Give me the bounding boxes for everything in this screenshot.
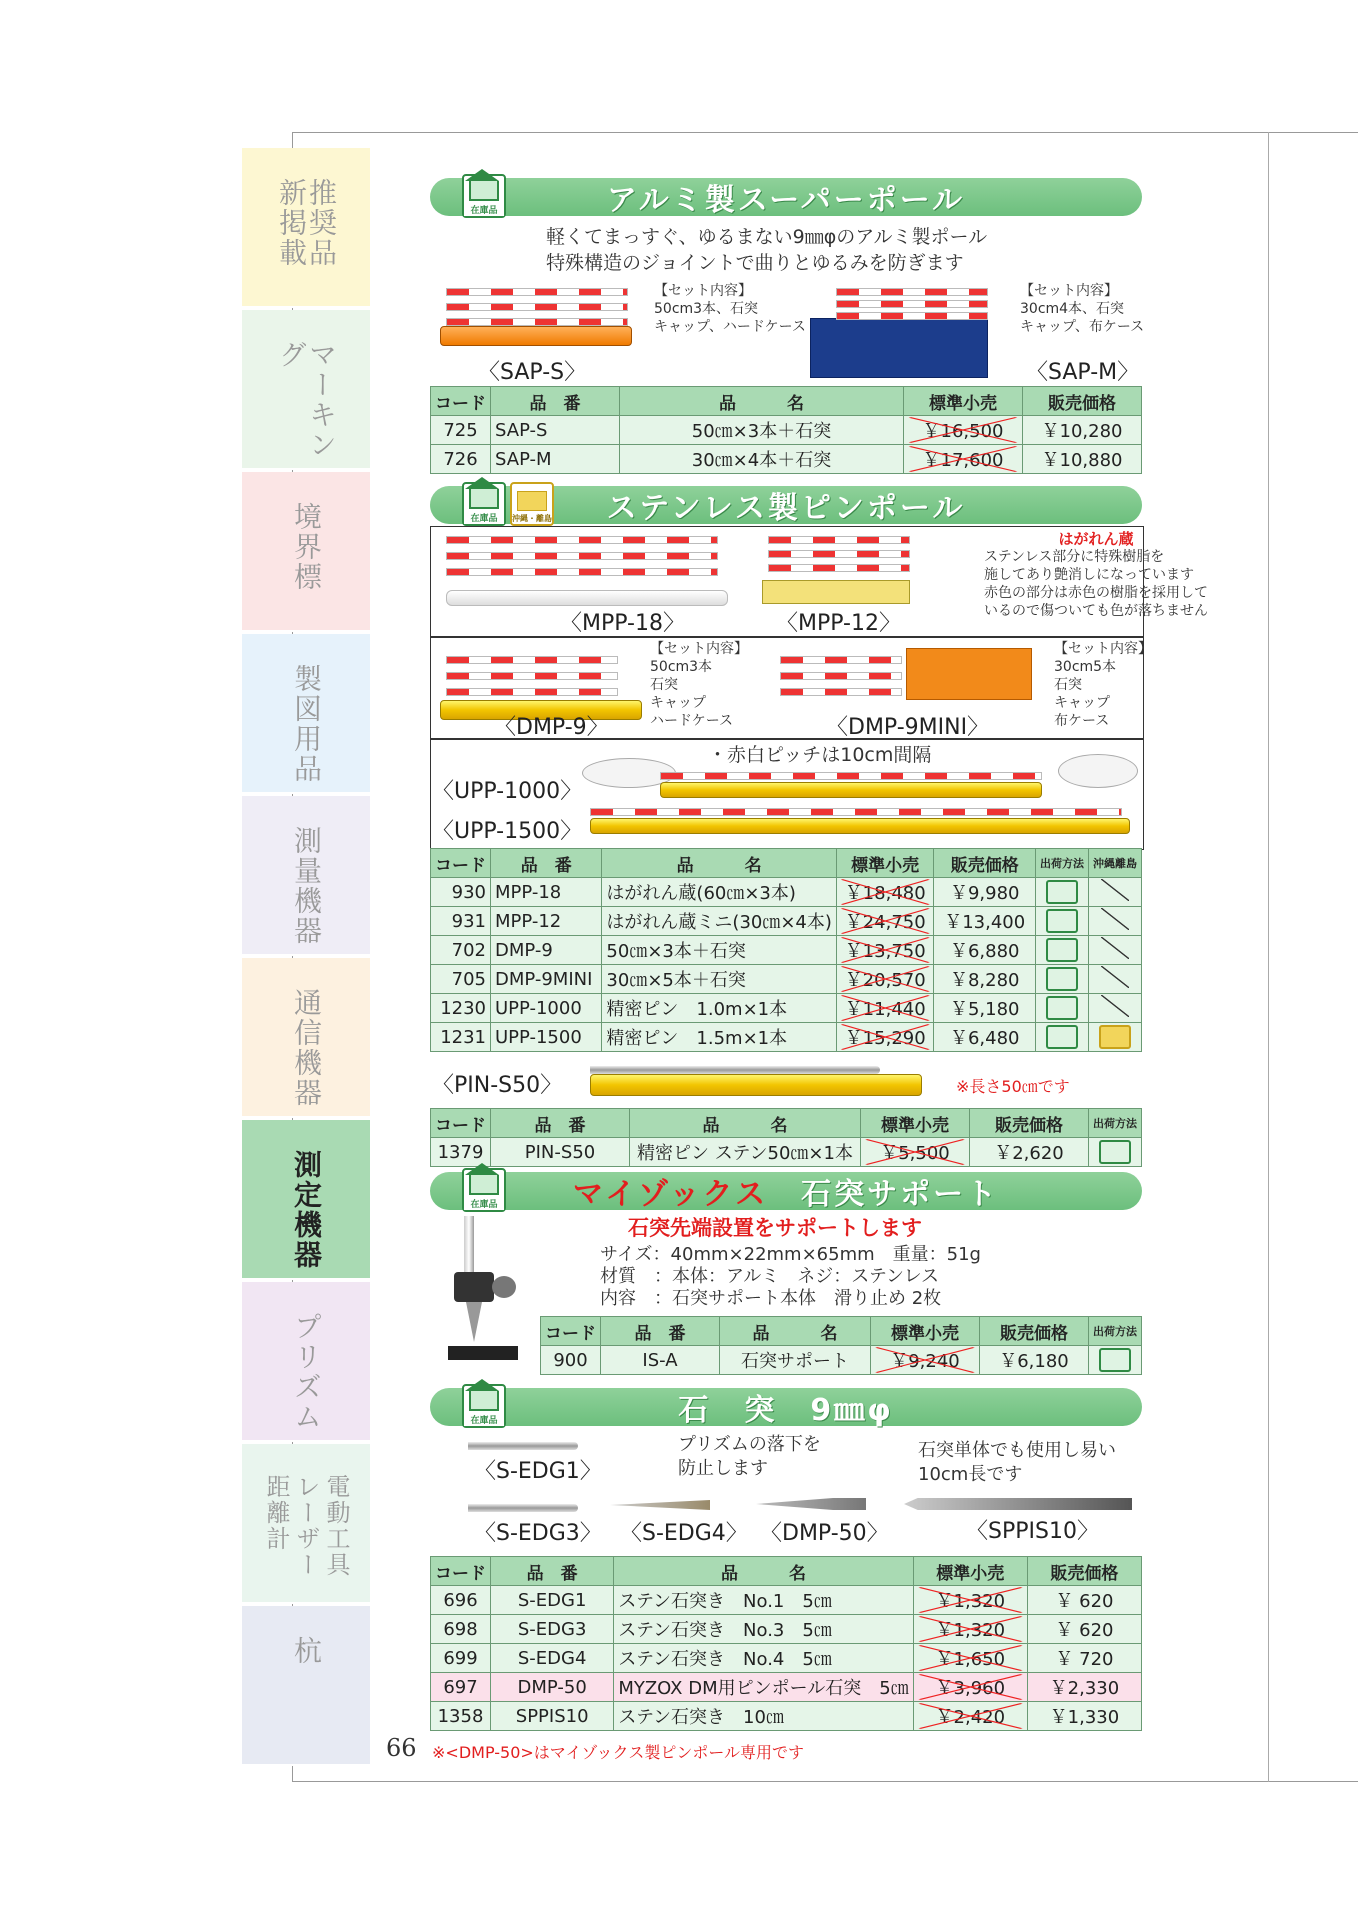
pole-image [836,288,988,296]
tab-recommended-new[interactable] [242,148,370,308]
pole-image [446,318,628,326]
section-title: アルミ製スーパーポール [606,183,966,218]
not-available-icon [1101,937,1129,959]
house-icon [469,1175,499,1195]
hard-case-image [590,1074,922,1096]
cloth-case-image [810,318,988,378]
tab-boundary[interactable] [242,472,370,632]
shipping-icon [1099,1348,1131,1372]
tab-label: 測定機器 [290,1150,323,1270]
table-row: 931 MPP-12 はがれん蔵ミニ(30㎝×4本) ￥24,750 ￥13,400 [431,907,1142,936]
model-label: 〈DMP-9〉 [494,715,609,740]
pitch-note: ・赤白ピッチは10cm間隔 [708,744,932,766]
section-banner-tip [430,1388,1142,1426]
tip-image [610,1500,710,1510]
clear-case-image [446,590,728,606]
tab-label: 製図用品 [290,664,323,784]
okinawa-shipping-icon [1099,1025,1131,1049]
in-stock-badge: 在庫品 [462,1384,506,1428]
house-icon [469,489,499,509]
hard-case-image [660,782,1042,798]
model-label: 〈SPPIS10〉 [966,1519,1099,1544]
table-row: 725 SAP-S 50㎝×3本＋石突 ￥16,500 ￥10,280 [431,416,1142,445]
pin-image [590,1066,880,1074]
tab-label: 通信機器 [290,988,323,1108]
desc-line: 軽くてまっすぐ、ゆるまない9㎜φのアルミ製ポール [546,226,988,248]
price-table-tip: コード 品 番 品 名 標準小売 販売価格 696 S-EDG1 ステン石突き No.1 5㎝ ￥1,320 ￥ 620 698 S-EDG3 ステン石突き No.3 5㎝ ￥1,320 ￥ 620 699 S-EDG4 ステン石突き No.4 5㎝ ￥1,650 ￥ 720 697 DMP-50 MYZOX DM用ピンポール石突 5㎝ ￥3,960 ￥2,330 1358 SPPIS10 ステン石突き 10㎝ ￥2,420 ￥1,330 [430,1556,1142,1731]
pole-image [446,688,618,696]
table-row: 696 S-EDG1 ステン石突き No.1 5㎝ ￥1,320 ￥ 620 [431,1586,1142,1615]
model-label: 〈UPP-1000〉 [432,779,583,804]
not-available-icon [1101,966,1129,988]
section-title: マイゾックス 石突サポート [572,1177,1000,1212]
model-label: 〈MPP-18〉 [560,611,685,636]
frame-top-line [292,132,1358,133]
subtitle: 石突先端設置をサポートします [628,1216,922,1240]
set-contents: 【セット内容】 30cm5本 石突 キャップ 布ケース [1054,641,1152,729]
pole-image [768,564,910,572]
pole-image [446,672,618,680]
tab-marking[interactable] [242,310,370,470]
spec-line: 材質 ：本体：アルミ ネジ：ステンレス [600,1266,940,1287]
shipping-icon [1046,938,1078,962]
pole-image [660,772,1042,780]
tab-label: 電動工具 レーザー距離計 [262,1474,350,1578]
tab-stakes[interactable] [242,1606,370,1766]
cloth-case-image [762,580,910,604]
price-table-support: コード 品 番 品 名 標準小売 販売価格 出荷方法 900 IS-A 石突サポート ￥9,240 ￥6,180 [540,1316,1142,1375]
pole-image [768,536,910,544]
length-note: ※長さ50㎝です [956,1077,1070,1096]
note-line: 10cm長です [918,1464,1023,1485]
pole-image [780,672,902,680]
table-row: 702 DMP-9 50㎝×3本＋石突 ￥13,750 ￥6,880 [431,936,1142,965]
model-label: 〈PIN-S50〉 [432,1073,563,1098]
note-line: 石突単体でも使用し易い [918,1440,1116,1461]
category-sidebar [242,148,370,1768]
price-table-aluminum: コード 品 番 品 名 標準小売 販売価格 725 SAP-S 50㎝×3本＋石突 ￥16,500 ￥10,280 726 SAP-M 30㎝×4本＋石突 ￥17,600 ￥10,880 [430,386,1142,474]
model-label: 〈SAP-M〉 [1026,360,1140,385]
not-available-icon [1101,908,1129,930]
tip-image [756,1498,866,1510]
okinawa-badge: 沖縄・離島 [510,482,554,526]
table-row: 698 S-EDG3 ステン石突き No.3 5㎝ ￥1,320 ￥ 620 [431,1615,1142,1644]
section-banner-aluminum [430,178,1142,216]
table-row: 930 MPP-18 はがれん蔵(60㎝×3本) ￥18,480 ￥9,980 [431,878,1142,907]
price-table-pin: コード 品 番 品 名 標準小売 販売価格 出荷方法 1379 PIN-S50 精密ピン ステン50㎝×1本 ￥5,500 ￥2,620 [430,1108,1142,1167]
tab-label: プリズム [290,1312,323,1432]
page-number: 66 [386,1734,417,1762]
tab-power-tools[interactable] [242,1444,370,1604]
spec-line: 内容 ：石突サポート本体 滑り止め 2枚 [600,1288,942,1309]
model-label: 〈DMP-9MINI〉 [826,715,990,740]
desc-line: 特殊構造のジョイントで曲りとゆるみを防ぎます [546,252,964,274]
model-label: 〈SAP-S〉 [478,360,587,385]
table-row: 1379 PIN-S50 精密ピン ステン50㎝×1本 ￥5,500 ￥2,620 [431,1138,1142,1167]
shipping-icon [1099,1140,1131,1164]
model-label: 〈UPP-1500〉 [432,819,583,844]
tab-measuring[interactable] [242,1120,370,1280]
frame-right-line [1268,132,1269,1782]
table-row: 900 IS-A 石突サポート ￥9,240 ￥6,180 [541,1346,1142,1375]
support-product-image [448,1216,528,1364]
pole-image [446,552,718,560]
pole-image [446,656,618,664]
feature-note: はがれん蔵 ステンレス部分に特殊樹脂を 施してあり艶消しになっています 赤色の部分は赤色の樹脂を採用して いるので傷ついても色が落ちません [984,530,1208,619]
shipping-icon [1046,1025,1078,1049]
tab-communication[interactable] [242,958,370,1118]
ring-closeup [1058,754,1138,788]
in-stock-badge: 在庫品 [462,1168,506,1212]
table-row: 1230 UPP-1000 精密ピン 1.0m×1本 ￥11,440 ￥5,180 [431,994,1142,1023]
tip-image [468,1442,578,1450]
tab-label: マーキング [275,340,338,460]
pole-image [836,300,988,308]
section-title: ステンレス製ピンポール [606,491,966,526]
shipping-icon [1046,996,1078,1020]
price-table-stainless: コード 品 番 品 名 標準小売 販売価格 出荷方法 沖縄離島 930 MPP-18 はがれん蔵(60㎝×3本) ￥18,480 ￥9,980 931 MPP-12 はがれん蔵ミニ(30㎝×4本) ￥24,750 ￥13,400 702 DMP-9 50㎝×3本＋石突 ￥13,750 ￥6,880 705 DMP-9MINI 30㎝×5本＋石突 ￥20,570 ￥8,280 1230 UPP-1000 精密ピン 1.0m×1本 ￥11,440 ￥5,180 1231 UPP-1500 精密ピン 1.5m×1本 ￥15,290 ￥6,480 [430,848,1142,1052]
pole-image [446,536,718,544]
footnote: ※<DMP-50>はマイゾックス製ピンポール専用です [432,1743,805,1762]
model-label: 〈MPP-12〉 [776,611,901,636]
table-row: 726 SAP-M 30㎝×4本＋石突 ￥17,600 ￥10,880 [431,445,1142,474]
tab-label: 境界標 [290,502,323,592]
cloth-case-image [906,648,1032,700]
table-row: 1358 SPPIS10 ステン石突き 10㎝ ￥2,420 ￥1,330 [431,1702,1142,1731]
model-label: 〈DMP-50〉 [760,1521,889,1546]
tab-drafting[interactable] [242,634,370,794]
note-line: 防止します [678,1458,768,1479]
pole-image [768,550,910,558]
truck-icon [517,491,547,511]
tab-label: 測量機器 [290,826,323,946]
not-available-icon [1101,879,1129,901]
model-label: 〈S-EDG3〉 [474,1521,602,1546]
table-row: 1231 UPP-1500 精密ピン 1.5m×1本 ￥15,290 ￥6,480 [431,1023,1142,1052]
tip-image [468,1504,578,1512]
hard-case-image [440,326,632,346]
pole-image [446,303,628,311]
note-line: プリズムの落下を [678,1434,821,1455]
model-label: 〈S-EDG4〉 [620,1521,748,1546]
tab-label: 推奨品 新掲載 [275,178,338,268]
set-contents: 【セット内容】 30cm4本、石突 キャップ、布ケース [1020,283,1145,335]
set-contents: 【セット内容】 50cm3本 石突 キャップ ハードケース [650,641,748,729]
spec-line: サイズ：40mm×22mm×65mm 重量：51g [600,1244,981,1265]
model-label: 〈S-EDG1〉 [474,1459,602,1484]
section-banner-support [430,1172,1142,1210]
table-row: 699 S-EDG4 ステン石突き No.4 5㎝ ￥1,650 ￥ 720 [431,1644,1142,1673]
shipping-icon [1046,909,1078,933]
tab-prism[interactable] [242,1282,370,1442]
pole-image [836,312,988,320]
tab-label: 杭 [290,1636,323,1666]
hard-case-image [590,818,1130,834]
pole-image [590,808,1122,816]
house-icon [469,1391,499,1411]
pole-image [780,688,902,696]
in-stock-badge: 在庫品 [462,174,506,218]
table-row: 697 DMP-50 MYZOX DM用ピンポール石突 5㎝ ￥3,960 ￥2,330 [431,1673,1142,1702]
pole-image [780,656,902,664]
not-available-icon [1101,995,1129,1017]
house-icon [469,181,499,201]
shipping-icon [1046,967,1078,991]
in-stock-badge: 在庫品 [462,482,506,526]
section-title: 石 突 9㎜φ [678,1393,894,1428]
pole-image [446,568,718,576]
pole-image [446,288,628,296]
set-contents: 【セット内容】 50cm3本、石突 キャップ、ハードケース [654,283,806,335]
tab-survey-instruments[interactable] [242,796,370,956]
shipping-icon [1046,880,1078,904]
frame-bottom-line [292,1781,1358,1782]
table-row: 705 DMP-9MINI 30㎝×5本＋石突 ￥20,570 ￥8,280 [431,965,1142,994]
tip-image [904,1498,1132,1510]
